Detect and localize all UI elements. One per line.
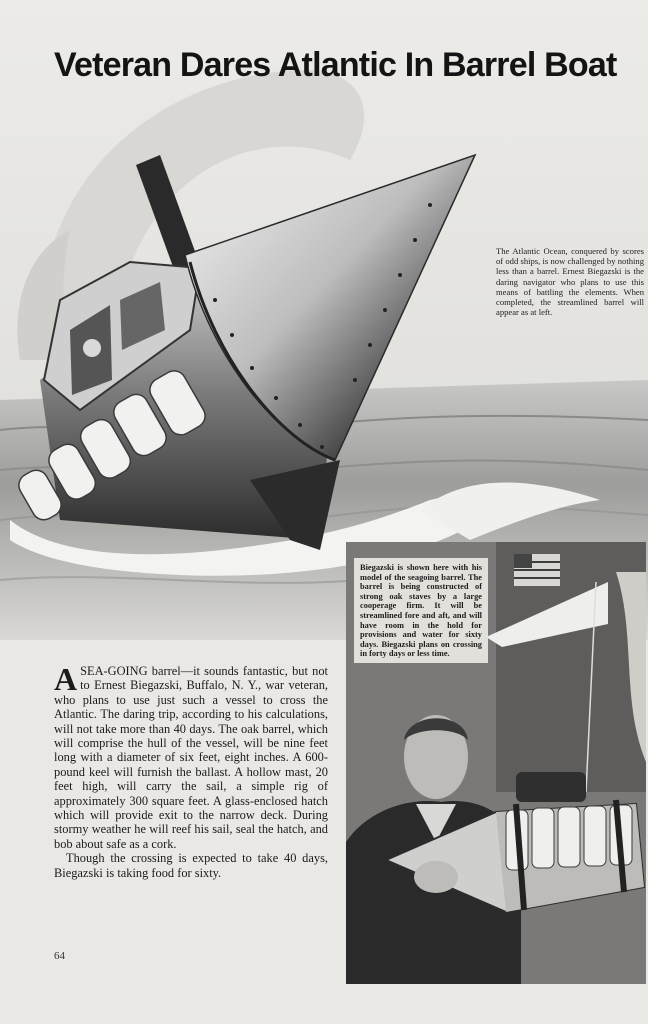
headline: Veteran Dares Atlantic In Barrel Boat: [54, 46, 617, 84]
drop-cap: A: [54, 661, 78, 697]
page-number: 64: [54, 950, 65, 962]
photo-caption: Biegazski is shown here with his model of the seagoing barrel. The barrel is being constructed of strong oak staves by a large cooperage firm. It will be streamlined fore and aft, and will have room in the hold for provisions and water for sixty days. Biegazski plans on crossing in forty days or less time.: [354, 558, 488, 663]
navigator-figure: [83, 339, 101, 357]
paragraph-1-text: barrel—it sounds fantastic, but not to Ernest Biegazski, Buffalo, N. Y., war veteran, who plans to use just such a vessel to cross the Atlantic. The daring trip, according to his calculations, will not take more than 40 days. The oak barrel, which will comprise the hull of the vessel, will be nine feet long with a diameter of six feet, eight inches. A 600-pound keel will furnish the ballast. A hollow mast, 20 feet high, will carry the sail, a simple rig of approximately 300 square feet. A glass-enclosed hatch which will provide exit to the narrow deck. During stormy weather he will reef his sail, seal the hatch, and bob about safe as a cork.: [54, 664, 328, 851]
model-hatch: [516, 772, 586, 802]
body-paragraph-1: [54, 661, 328, 851]
article-body: [54, 661, 328, 880]
lead-in: SEA-GOING: [80, 664, 148, 678]
illustration-caption: The Atlantic Ocean, conquered by scores of odd ships, is now challenged by nothing less than a barrel. Ernest Biegazski is the daring navigator who plans to use this means of battling the elements. When completed, the streamlined barrel will appear as at left.: [496, 246, 644, 318]
man-hands: [414, 861, 458, 893]
body-paragraph-2: Though the crossing is expected to take 40 days, Biegazski is taking food for sixty.: [54, 851, 328, 880]
